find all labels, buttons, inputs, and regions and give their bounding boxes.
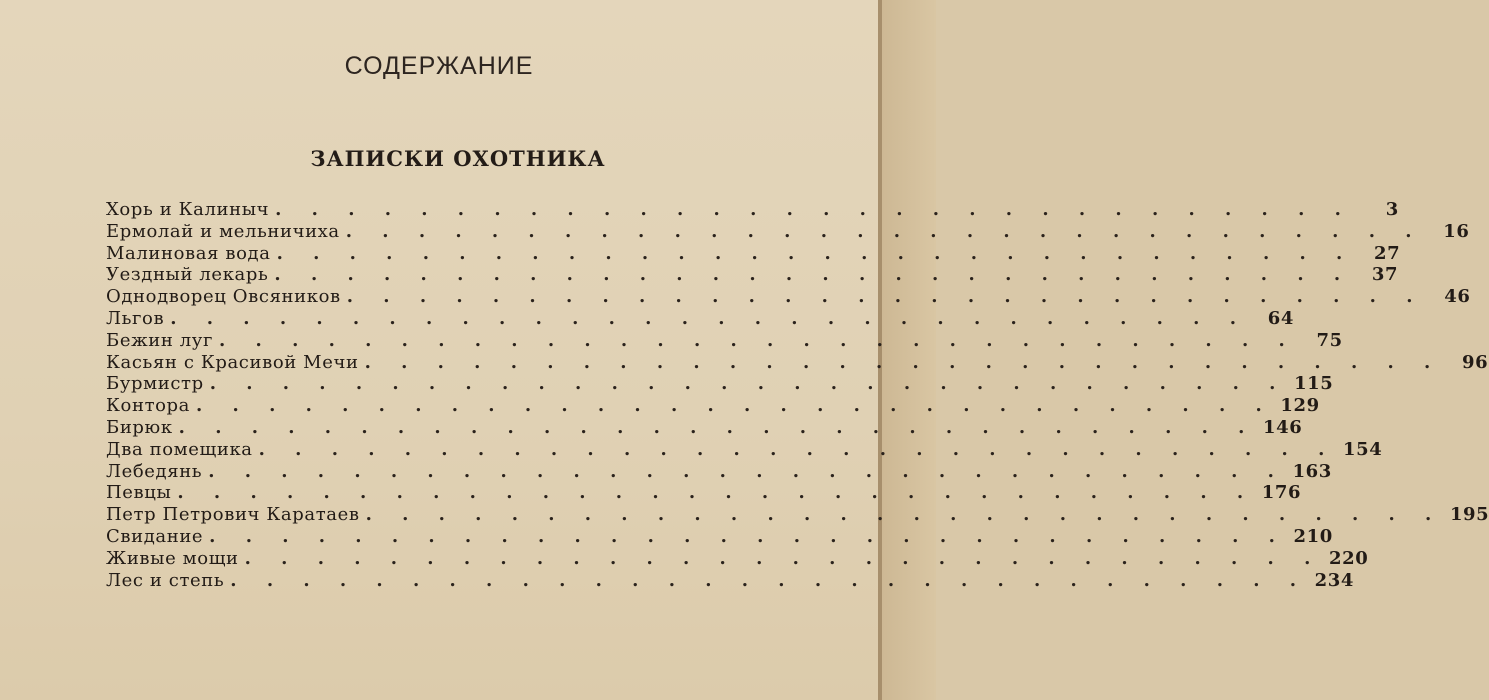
toc-entry-title: Ермолай и мельничиха [106, 220, 340, 242]
dot-leader: . . . . . . . . . . . . . . . . . . . . . . . . . . . . . . [275, 199, 1353, 220]
toc-entry [106, 482, 1302, 504]
toc-entry-title: Лебедянь [106, 460, 203, 482]
toc-entry-title: Однодворец Овсяников [106, 286, 341, 308]
toc-entry-page: 146 [1263, 416, 1303, 438]
toc-entry-page: 46 [1444, 286, 1471, 308]
toc-entry [106, 373, 1334, 395]
toc-entry-page: 75 [1316, 329, 1343, 351]
toc-entry-page: 37 [1371, 264, 1399, 286]
dot-leader: . . . . . . . . . . . . . . . . . . . . . . . . . . . . . . [365, 504, 1444, 526]
toc-entry-title: Два помещика [106, 438, 253, 460]
dot-leader: . . . . . . . . . . . . . . . . . . . . . . . . . . . . . . [276, 242, 1355, 264]
toc-entry [106, 460, 1332, 483]
dot-leader: . . . . . . . . . . . . . . . . . . . . . . . . . . . . . . [209, 373, 1288, 395]
dot-leader: . . . . . . . . . . . . . . . . . . . . . . . . . . . . . . [209, 525, 1287, 547]
dot-leader: . . . . . . . . . . . . . . . . . . . . . . . . . . . . . . [346, 286, 1425, 308]
dot-leader: . . . . . . . . . . . . . . . . . . . . . . . . . . . . . . [196, 395, 1274, 417]
dot-leader: . . . . . . . . . . . . . . . . . . . . . . . . . . . . . . [345, 220, 1424, 242]
toc-entry-title: Свидание [106, 525, 204, 547]
toc-entry-title: Касьян с Красивой Мечи [106, 351, 359, 373]
toc-entry-page: 115 [1294, 373, 1334, 395]
toc-entry-page: 64 [1267, 307, 1294, 329]
toc-entry-page: 176 [1261, 482, 1302, 504]
toc-entry [106, 286, 1471, 308]
dot-leader: . . . . . . . . . . . . . . . . . . . . . . . . . . . . . . [177, 482, 1256, 504]
toc-entry-page: 220 [1328, 547, 1369, 569]
toc-entry-page: 27 [1374, 242, 1401, 264]
toc-entry-title: Бурмистр [106, 373, 204, 395]
toc-entry [106, 395, 1320, 417]
toc-entry [106, 242, 1401, 265]
toc-entry [106, 351, 1489, 374]
contents-heading: СОДЕРЖАНИЕ [344, 52, 534, 80]
toc-entry-page: 16 [1443, 220, 1470, 242]
toc-entry [106, 547, 1369, 570]
toc-entry-page: 234 [1314, 569, 1355, 591]
toc-entry [106, 199, 1399, 221]
toc-entry-page: 3 [1385, 199, 1399, 220]
toc-entry-title: Певцы [106, 482, 172, 504]
dot-leader: . . . . . . . . . . . . . . . . . . . . . . . . . . . . . . [258, 438, 1337, 460]
toc-entry [106, 307, 1294, 330]
toc-entry [106, 569, 1355, 592]
dot-leader: . . . . . . . . . . . . . . . . . . . . . . . . . . . . . . [364, 351, 1443, 373]
toc-entry-title: Петр Петрович Каратаев [106, 504, 360, 526]
dot-leader: . . . . . . . . . . . . . . . . . . . . . . . . . . . . . . [208, 460, 1286, 482]
toc-entry [106, 329, 1343, 352]
toc-entry-title: Уездный лекарь [106, 264, 269, 286]
toc-entry-page: 163 [1292, 460, 1332, 482]
toc-entry-page: 154 [1342, 438, 1383, 460]
toc-entry [106, 525, 1333, 548]
toc-entry-title: Живые мощи [106, 547, 239, 569]
toc-entry-title: Хорь и Калиныч [106, 199, 270, 220]
toc-entry-title: Малиновая вода [106, 242, 271, 264]
dot-leader: . . . . . . . . . . . . . . . . . . . . . . . . . . . . . . [274, 264, 1353, 286]
toc-entry-page: 210 [1293, 525, 1333, 547]
dot-leader: . . . . . . . . . . . . . . . . . . . . . . . . . . . . . . [170, 307, 1248, 329]
toc-entry [106, 416, 1303, 439]
dot-leader: . . . . . . . . . . . . . . . . . . . . . . . . . . . . . . [244, 547, 1323, 569]
toc-entry-page: 96 [1462, 351, 1489, 373]
toc-entry [106, 264, 1399, 286]
toc-entry-title: Контора [106, 395, 191, 417]
dot-leader: . . . . . . . . . . . . . . . . . . . . . . . . . . . . . . [219, 329, 1297, 351]
toc-entry-page: 129 [1280, 395, 1320, 417]
toc-entry [106, 220, 1470, 243]
dot-leader: . . . . . . . . . . . . . . . . . . . . . . . . . . . . . . [230, 569, 1309, 591]
section-title: ЗАПИСКИ ОХОТНИКА [310, 146, 606, 171]
toc-entry-title: Бирюк [106, 416, 173, 438]
toc-entry-title: Бежин луг [106, 329, 214, 351]
dot-leader: . . . . . . . . . . . . . . . . . . . . . . . . . . . . . . [178, 416, 1257, 438]
toc-entry-title: Льгов [106, 307, 165, 329]
toc-entry [106, 438, 1383, 461]
toc-entry-page: 195 [1449, 504, 1489, 526]
table-of-contents [106, 199, 1489, 591]
toc-entry-title: Лес и степь [106, 569, 225, 591]
toc-entry [106, 504, 1489, 526]
